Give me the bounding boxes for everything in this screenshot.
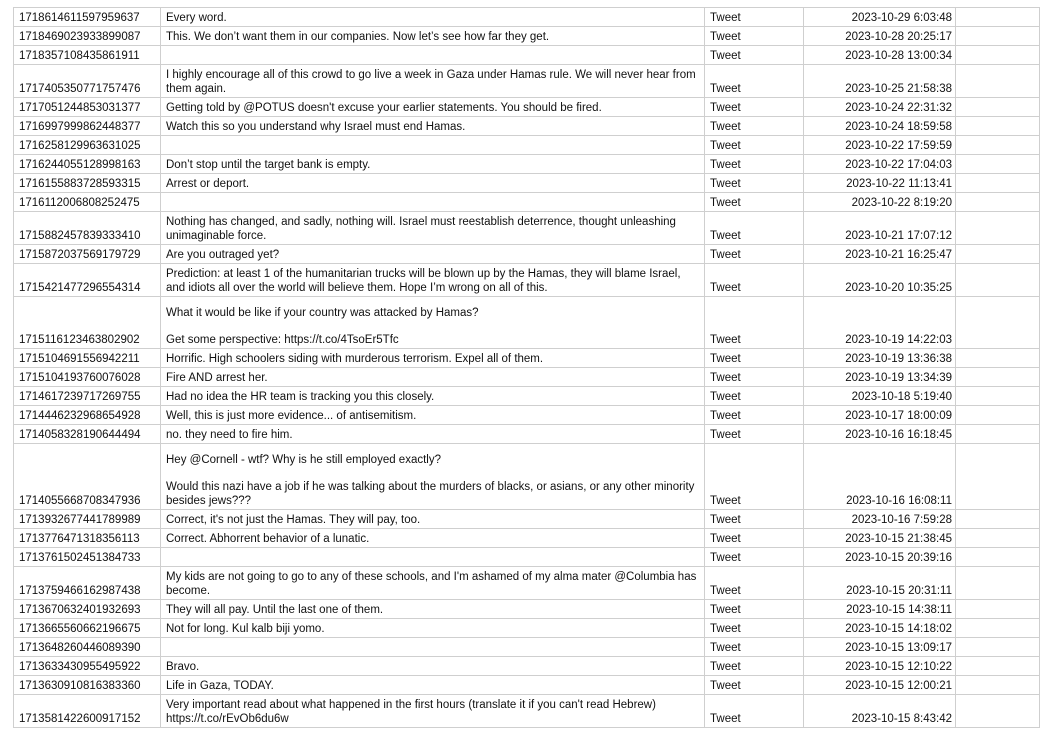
tweets-table-body bbox=[14, 8, 1040, 728]
tweet-date-cell: 2023-10-22 17:04:03 bbox=[804, 155, 956, 174]
table-row bbox=[14, 174, 1040, 193]
tweet-type-cell: Tweet bbox=[705, 676, 804, 695]
tweet-text-cell: Hey @Cornell - wtf? Why is he still employed exactly? Would this nazi have a job if he was talking about the murders of blacks, or asians, or any other minority besides jews??? bbox=[161, 444, 705, 510]
tweet-id-cell: 1713670632401932693 bbox=[14, 600, 161, 619]
table-row bbox=[14, 406, 1040, 425]
tweet-type-cell: Tweet bbox=[705, 349, 804, 368]
table-row bbox=[14, 264, 1040, 297]
table-row bbox=[14, 155, 1040, 174]
tweet-type-cell: Tweet bbox=[705, 619, 804, 638]
tweet-type-cell: Tweet bbox=[705, 510, 804, 529]
blank-cell bbox=[956, 444, 1040, 510]
tweet-type-cell: Tweet bbox=[705, 155, 804, 174]
blank-cell bbox=[956, 136, 1040, 155]
table-row bbox=[14, 297, 1040, 349]
tweet-date-cell: 2023-10-25 21:58:38 bbox=[804, 65, 956, 98]
table-row bbox=[14, 548, 1040, 567]
tweet-type-cell: Tweet bbox=[705, 174, 804, 193]
tweet-date-cell: 2023-10-15 12:10:22 bbox=[804, 657, 956, 676]
tweet-text-cell bbox=[161, 136, 705, 155]
tweet-date-cell: 2023-10-15 8:43:42 bbox=[804, 695, 956, 728]
table-row bbox=[14, 657, 1040, 676]
tweet-type-cell: Tweet bbox=[705, 387, 804, 406]
tweet-text-cell: Well, this is just more evidence... of antisemitism. bbox=[161, 406, 705, 425]
tweet-text-cell: My kids are not going to go to any of these schools, and I'm ashamed of my alma mater @Columbia has become. bbox=[161, 567, 705, 600]
table-row bbox=[14, 65, 1040, 98]
blank-cell bbox=[956, 368, 1040, 387]
tweet-date-cell: 2023-10-22 11:13:41 bbox=[804, 174, 956, 193]
tweet-id-cell: 1716155883728593315 bbox=[14, 174, 161, 193]
tweet-date-cell: 2023-10-24 22:31:32 bbox=[804, 98, 956, 117]
blank-cell bbox=[956, 155, 1040, 174]
tweet-id-cell: 1715104193760076028 bbox=[14, 368, 161, 387]
tweet-text-cell bbox=[161, 638, 705, 657]
table-row bbox=[14, 444, 1040, 510]
tweet-type-cell: Tweet bbox=[705, 264, 804, 297]
table-row bbox=[14, 676, 1040, 695]
tweet-text-cell: What it would be like if your country was attacked by Hamas? Get some perspective: https://t.co/4TsoEr5Tfc bbox=[161, 297, 705, 349]
blank-cell bbox=[956, 638, 1040, 657]
tweet-id-cell: 1716244055128998163 bbox=[14, 155, 161, 174]
table-row bbox=[14, 136, 1040, 155]
tweet-text-cell: Fire AND arrest her. bbox=[161, 368, 705, 387]
tweet-type-cell: Tweet bbox=[705, 529, 804, 548]
tweet-text-cell: Arrest or deport. bbox=[161, 174, 705, 193]
tweet-id-cell: 1715116123463802902 bbox=[14, 297, 161, 349]
blank-cell bbox=[956, 297, 1040, 349]
tweet-type-cell: Tweet bbox=[705, 297, 804, 349]
tweet-id-cell: 1713633430955495922 bbox=[14, 657, 161, 676]
tweet-date-cell: 2023-10-19 13:36:38 bbox=[804, 349, 956, 368]
blank-cell bbox=[956, 65, 1040, 98]
tweet-text-cell: Bravo. bbox=[161, 657, 705, 676]
tweet-id-cell: 1714446232968654928 bbox=[14, 406, 161, 425]
blank-cell bbox=[956, 27, 1040, 46]
table-row bbox=[14, 529, 1040, 548]
tweet-date-cell: 2023-10-15 13:09:17 bbox=[804, 638, 956, 657]
tweet-id-cell: 1713648260446089390 bbox=[14, 638, 161, 657]
tweet-type-cell: Tweet bbox=[705, 46, 804, 65]
tweet-text-cell: Correct. Abhorrent behavior of a lunatic. bbox=[161, 529, 705, 548]
tweet-type-cell: Tweet bbox=[705, 548, 804, 567]
tweet-type-cell: Tweet bbox=[705, 193, 804, 212]
table-row bbox=[14, 638, 1040, 657]
tweet-text-cell: Correct, it's not just the Hamas. They will pay, too. bbox=[161, 510, 705, 529]
tweet-text-cell bbox=[161, 548, 705, 567]
tweet-text-cell: Horrific. High schoolers siding with murderous terrorism. Expel all of them. bbox=[161, 349, 705, 368]
tweet-date-cell: 2023-10-28 13:00:34 bbox=[804, 46, 956, 65]
tweet-id-cell: 1714055668708347936 bbox=[14, 444, 161, 510]
tweet-date-cell: 2023-10-17 18:00:09 bbox=[804, 406, 956, 425]
tweet-text-cell: Not for long. Kul kalb biji yomo. bbox=[161, 619, 705, 638]
tweet-date-cell: 2023-10-22 17:59:59 bbox=[804, 136, 956, 155]
tweet-text-cell: They will all pay. Until the last one of them. bbox=[161, 600, 705, 619]
table-row bbox=[14, 349, 1040, 368]
tweet-type-cell: Tweet bbox=[705, 368, 804, 387]
tweet-type-cell: Tweet bbox=[705, 136, 804, 155]
table-row bbox=[14, 425, 1040, 444]
blank-cell bbox=[956, 387, 1040, 406]
tweet-date-cell: 2023-10-15 20:39:16 bbox=[804, 548, 956, 567]
tweet-id-cell: 1715872037569179729 bbox=[14, 245, 161, 264]
table-row bbox=[14, 368, 1040, 387]
tweet-id-cell: 1713581422600917152 bbox=[14, 695, 161, 728]
tweet-text-cell: Very important read about what happened in the first hours (translate it if you can't read Hebrew) https://t.co/rEvOb6du6w bbox=[161, 695, 705, 728]
blank-cell bbox=[956, 600, 1040, 619]
table-row bbox=[14, 695, 1040, 728]
tweet-type-cell: Tweet bbox=[705, 98, 804, 117]
tweet-date-cell: 2023-10-20 10:35:25 bbox=[804, 264, 956, 297]
blank-cell bbox=[956, 619, 1040, 638]
tweet-date-cell: 2023-10-19 14:22:03 bbox=[804, 297, 956, 349]
blank-cell bbox=[956, 245, 1040, 264]
tweet-type-cell: Tweet bbox=[705, 657, 804, 676]
tweet-date-cell: 2023-10-15 14:38:11 bbox=[804, 600, 956, 619]
tweet-id-cell: 1716112006808252475 bbox=[14, 193, 161, 212]
table-row bbox=[14, 567, 1040, 600]
blank-cell bbox=[956, 695, 1040, 728]
tweet-id-cell: 1713665560662196675 bbox=[14, 619, 161, 638]
tweet-type-cell: Tweet bbox=[705, 567, 804, 600]
tweet-id-cell: 1713759466162987438 bbox=[14, 567, 161, 600]
tweet-date-cell: 2023-10-28 20:25:17 bbox=[804, 27, 956, 46]
tweet-text-cell: no. they need to fire him. bbox=[161, 425, 705, 444]
tweet-id-cell: 1717405350771757476 bbox=[14, 65, 161, 98]
tweet-type-cell: Tweet bbox=[705, 695, 804, 728]
tweet-type-cell: Tweet bbox=[705, 8, 804, 27]
tweet-text-cell bbox=[161, 46, 705, 65]
tweet-text-cell: Are you outraged yet? bbox=[161, 245, 705, 264]
table-row bbox=[14, 600, 1040, 619]
tweet-text-cell: Prediction: at least 1 of the humanitarian trucks will be blown up by the Hamas, they will blame Israel, and idiots all over the world will believe them. Hope I’m wrong on all of this. bbox=[161, 264, 705, 297]
tweet-date-cell: 2023-10-22 8:19:20 bbox=[804, 193, 956, 212]
blank-cell bbox=[956, 212, 1040, 245]
tweet-date-cell: 2023-10-15 12:00:21 bbox=[804, 676, 956, 695]
blank-cell bbox=[956, 349, 1040, 368]
table-row bbox=[14, 27, 1040, 46]
table-row bbox=[14, 8, 1040, 27]
tweet-id-cell: 1715882457839333410 bbox=[14, 212, 161, 245]
tweet-id-cell: 1713761502451384733 bbox=[14, 548, 161, 567]
tweet-text-cell: Life in Gaza, TODAY. bbox=[161, 676, 705, 695]
tweet-date-cell: 2023-10-18 5:19:40 bbox=[804, 387, 956, 406]
tweet-date-cell: 2023-10-24 18:59:58 bbox=[804, 117, 956, 136]
tweet-id-cell: 1716997999862448377 bbox=[14, 117, 161, 136]
blank-cell bbox=[956, 264, 1040, 297]
tweet-text-cell: Watch this so you understand why Israel must end Hamas. bbox=[161, 117, 705, 136]
tweet-date-cell: 2023-10-21 17:07:12 bbox=[804, 212, 956, 245]
tweet-date-cell: 2023-10-16 16:08:11 bbox=[804, 444, 956, 510]
tweet-date-cell: 2023-10-16 16:18:45 bbox=[804, 425, 956, 444]
tweet-text-cell: Getting told by @POTUS doesn't excuse your earlier statements. You should be fired. bbox=[161, 98, 705, 117]
tweet-type-cell: Tweet bbox=[705, 406, 804, 425]
tweet-text-cell: Nothing has changed, and sadly, nothing will. Israel must reestablish deterrence, thought unleashing unimaginable force. bbox=[161, 212, 705, 245]
table-row bbox=[14, 98, 1040, 117]
tweet-date-cell: 2023-10-15 21:38:45 bbox=[804, 529, 956, 548]
tweet-id-cell: 1713776471318356113 bbox=[14, 529, 161, 548]
blank-cell bbox=[956, 425, 1040, 444]
tweet-id-cell: 1714617239717269755 bbox=[14, 387, 161, 406]
tweet-date-cell: 2023-10-16 7:59:28 bbox=[804, 510, 956, 529]
tweet-id-cell: 1713630910816383360 bbox=[14, 676, 161, 695]
tweet-date-cell: 2023-10-29 6:03:48 bbox=[804, 8, 956, 27]
blank-cell bbox=[956, 46, 1040, 65]
blank-cell bbox=[956, 510, 1040, 529]
tweet-id-cell: 1718469023933899087 bbox=[14, 27, 161, 46]
blank-cell bbox=[956, 98, 1040, 117]
tweet-id-cell: 1714058328190644494 bbox=[14, 425, 161, 444]
blank-cell bbox=[956, 406, 1040, 425]
table-row bbox=[14, 245, 1040, 264]
tweet-type-cell: Tweet bbox=[705, 65, 804, 98]
tweet-id-cell: 1718614611597959637 bbox=[14, 8, 161, 27]
blank-cell bbox=[956, 117, 1040, 136]
tweet-type-cell: Tweet bbox=[705, 444, 804, 510]
tweet-date-cell: 2023-10-19 13:34:39 bbox=[804, 368, 956, 387]
tweet-text-cell: I highly encourage all of this crowd to go live a week in Gaza under Hamas rule. We will never hear from them again. bbox=[161, 65, 705, 98]
blank-cell bbox=[956, 548, 1040, 567]
blank-cell bbox=[956, 193, 1040, 212]
tweet-text-cell: This. We don’t want them in our companies. Now let’s see how far they get. bbox=[161, 27, 705, 46]
tweet-type-cell: Tweet bbox=[705, 212, 804, 245]
tweet-type-cell: Tweet bbox=[705, 600, 804, 619]
tweet-date-cell: 2023-10-21 16:25:47 bbox=[804, 245, 956, 264]
tweet-id-cell: 1718357108435861911 bbox=[14, 46, 161, 65]
table-row bbox=[14, 387, 1040, 406]
tweet-text-cell: Had no idea the HR team is tracking you this closely. bbox=[161, 387, 705, 406]
tweet-id-cell: 1717051244853031377 bbox=[14, 98, 161, 117]
blank-cell bbox=[956, 529, 1040, 548]
tweet-text-cell bbox=[161, 193, 705, 212]
tweet-id-cell: 1715104691556942211 bbox=[14, 349, 161, 368]
tweet-id-cell: 1716258129963631025 bbox=[14, 136, 161, 155]
table-row bbox=[14, 46, 1040, 65]
blank-cell bbox=[956, 174, 1040, 193]
tweet-type-cell: Tweet bbox=[705, 425, 804, 444]
tweet-type-cell: Tweet bbox=[705, 117, 804, 136]
table-row bbox=[14, 193, 1040, 212]
tweet-type-cell: Tweet bbox=[705, 245, 804, 264]
tweet-type-cell: Tweet bbox=[705, 27, 804, 46]
blank-cell bbox=[956, 676, 1040, 695]
blank-cell bbox=[956, 8, 1040, 27]
tweet-type-cell: Tweet bbox=[705, 638, 804, 657]
tweet-date-cell: 2023-10-15 20:31:11 bbox=[804, 567, 956, 600]
table-row bbox=[14, 212, 1040, 245]
tweet-id-cell: 1713932677441789989 bbox=[14, 510, 161, 529]
tweet-id-cell: 1715421477296554314 bbox=[14, 264, 161, 297]
table-row bbox=[14, 619, 1040, 638]
tweets-table bbox=[13, 7, 1040, 728]
blank-cell bbox=[956, 567, 1040, 600]
table-row bbox=[14, 117, 1040, 136]
table-row bbox=[14, 510, 1040, 529]
blank-cell bbox=[956, 657, 1040, 676]
tweet-date-cell: 2023-10-15 14:18:02 bbox=[804, 619, 956, 638]
tweet-text-cell: Every word. bbox=[161, 8, 705, 27]
tweet-text-cell: Don’t stop until the target bank is empty. bbox=[161, 155, 705, 174]
